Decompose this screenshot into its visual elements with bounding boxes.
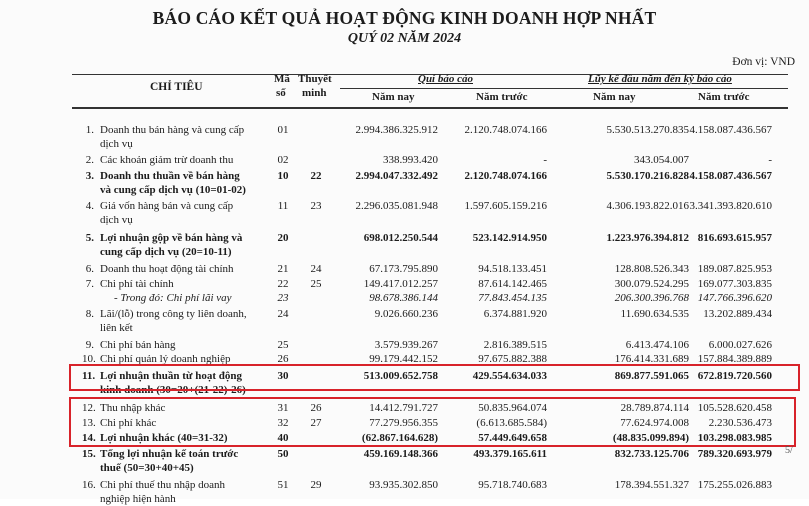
row-label: Tổng lợi nhuận kế toán trước xyxy=(100,448,239,460)
row-number: 2. xyxy=(85,154,94,166)
row-quarter-last-year: - xyxy=(543,154,547,166)
row-quarter-this-year: 698.012.250.544 xyxy=(363,232,438,244)
row-label-cont: cung cấp dịch vụ (20=10-11) xyxy=(100,246,232,258)
header-note-1: Thuyết xyxy=(298,73,332,85)
row-quarter-this-year: 459.169.148.366 xyxy=(363,448,438,460)
row-code: 24 xyxy=(277,308,289,320)
row-code: 23 xyxy=(277,292,289,304)
row-label: Giá vốn hàng bán và cung cấp xyxy=(100,200,234,212)
row-ytd-last-year: 169.077.303.835 xyxy=(697,278,772,290)
row-quarter-this-year: 338.993.420 xyxy=(383,154,438,166)
row-code: 11 xyxy=(277,200,289,212)
row-code: 22 xyxy=(277,278,289,290)
row-label: Thu nhập khác xyxy=(100,402,166,414)
row-label-cont: và cung cấp dịch vụ (10=01-02) xyxy=(100,184,246,196)
row-ytd-this-year: 5.530.513.270.835 xyxy=(606,124,689,136)
row-ytd-this-year: 128.808.526.343 xyxy=(614,263,689,275)
row-number: 12. xyxy=(82,402,96,414)
table-row xyxy=(0,262,809,276)
row-code: 50 xyxy=(277,448,289,460)
row-number: 10. xyxy=(82,353,96,365)
row-quarter-last-year: 57.449.649.658 xyxy=(478,432,547,444)
row-quarter-this-year: 2.994.386.325.912 xyxy=(355,124,438,136)
row-quarter-this-year: 14.412.791.727 xyxy=(369,402,438,414)
row-ytd-this-year: 343.054.007 xyxy=(634,154,689,166)
row-label-cont: liên kết xyxy=(100,322,133,334)
row-label: Chi phí quản lý doanh nghiệp xyxy=(100,353,231,365)
row-ytd-last-year: 6.000.027.626 xyxy=(708,339,772,351)
row-quarter-last-year: 87.614.142.465 xyxy=(478,278,547,290)
row-label-cont: nghiệp hiện hành xyxy=(100,493,176,505)
row-quarter-this-year: 3.579.939.267 xyxy=(374,339,438,351)
row-number: 6. xyxy=(85,263,94,275)
table-row xyxy=(0,231,809,245)
table-row xyxy=(0,447,809,461)
row-ytd-last-year: 672.819.720.560 xyxy=(697,370,772,382)
row-number: 11. xyxy=(82,370,96,382)
header-bottom-rule xyxy=(72,107,788,109)
row-note: 24 xyxy=(310,263,322,275)
row-code: 40 xyxy=(277,432,289,444)
row-label: Doanh thu thuần về bán hàng xyxy=(100,170,240,182)
header-quarter-this-year: Năm nay xyxy=(372,91,415,103)
row-ytd-last-year: 189.087.825.953 xyxy=(697,263,772,275)
row-label: Lợi nhuận gộp về bán hàng và xyxy=(100,232,243,244)
table-row xyxy=(0,123,809,137)
row-label: Lợi nhuận khác (40=31-32) xyxy=(100,432,228,444)
row-code: 21 xyxy=(277,263,289,275)
row-ytd-this-year: 300.079.524.295 xyxy=(614,278,689,290)
header-mid-rule xyxy=(340,88,788,89)
table-row xyxy=(0,478,809,492)
row-label-cont: dịch vụ xyxy=(100,214,133,226)
currency-unit: Đơn vị: VND xyxy=(732,56,795,68)
margin-mark: 5/ xyxy=(785,445,793,456)
row-code: 25 xyxy=(277,339,289,351)
row-number: 3. xyxy=(85,170,94,182)
row-ytd-this-year: 176.414.331.689 xyxy=(614,353,689,365)
row-ytd-last-year: 103.298.083.985 xyxy=(697,432,772,444)
row-ytd-this-year: 6.413.474.106 xyxy=(625,339,689,351)
header-code-2: số xyxy=(276,87,286,99)
row-label: Chi phí tài chính xyxy=(100,278,174,290)
row-note: 26 xyxy=(310,402,322,414)
header-ytd-last-year: Năm trước xyxy=(698,91,750,103)
row-ytd-this-year: 1.223.976.394.812 xyxy=(606,232,689,244)
report-title: BÁO CÁO KẾT QUẢ HOẠT ĐỘNG KINH DOANH HỢP NHẤT xyxy=(152,8,657,28)
row-label: Doanh thu bán hàng và cung cấp xyxy=(100,124,245,136)
row-ytd-last-year: 4.158.087.436.567 xyxy=(689,170,772,182)
row-quarter-last-year: 2.816.389.515 xyxy=(483,339,547,351)
row-quarter-this-year: 67.173.795.890 xyxy=(369,263,438,275)
row-quarter-this-year: 149.417.012.257 xyxy=(363,278,438,290)
row-ytd-last-year: 105.528.620.458 xyxy=(697,402,772,414)
row-number: 9. xyxy=(85,339,94,351)
row-quarter-last-year: 50.835.964.074 xyxy=(478,402,547,414)
row-quarter-last-year: 2.120.748.074.166 xyxy=(464,170,547,182)
table-row xyxy=(0,199,809,213)
header-indicator: CHỈ TIÊU xyxy=(150,81,203,93)
row-ytd-last-year: 13.202.889.434 xyxy=(703,308,772,320)
row-quarter-this-year: 2.296.035.081.948 xyxy=(355,200,438,212)
row-label-cont: thuế (50=30+40+45) xyxy=(100,462,194,474)
row-ytd-last-year: 789.320.693.979 xyxy=(697,448,772,460)
row-ytd-last-year: 147.766.396.620 xyxy=(697,292,772,304)
row-ytd-last-year: 4.158.087.436.567 xyxy=(689,124,772,136)
row-quarter-last-year: 94.518.133.451 xyxy=(478,263,547,275)
row-ytd-this-year: 869.877.591.065 xyxy=(614,370,689,382)
row-number: 1. xyxy=(85,124,94,136)
row-note: 25 xyxy=(310,278,322,290)
row-quarter-this-year: 9.026.660.236 xyxy=(374,308,438,320)
row-ytd-this-year: 5.530.170.216.828 xyxy=(606,170,689,182)
header-note-2: minh xyxy=(302,87,327,99)
row-label: Doanh thu hoạt động tài chính xyxy=(100,263,234,275)
row-note: 29 xyxy=(310,479,322,491)
row-note: 27 xyxy=(310,417,322,429)
row-ytd-last-year: 157.884.389.889 xyxy=(697,353,772,365)
table-row xyxy=(0,307,809,321)
row-quarter-last-year: 1.597.605.159.216 xyxy=(464,200,547,212)
row-ytd-this-year: 11.690.634.535 xyxy=(620,308,689,320)
row-number: 7. xyxy=(85,278,94,290)
row-ytd-last-year: 2.230.536.473 xyxy=(708,417,772,429)
row-number: 16. xyxy=(82,479,96,491)
row-ytd-last-year: - xyxy=(768,154,772,166)
row-code: 10 xyxy=(277,170,289,182)
row-label: Lợi nhuận thuần từ hoạt động xyxy=(100,370,243,382)
row-quarter-last-year: 429.554.634.033 xyxy=(472,370,547,382)
row-label-cont: dịch vụ xyxy=(100,138,133,150)
header-quarter: Quí báo cáo xyxy=(418,73,473,85)
row-note: 23 xyxy=(310,200,322,212)
row-number: 8. xyxy=(85,308,94,320)
row-code: 32 xyxy=(277,417,289,429)
row-number: 5. xyxy=(85,232,94,244)
row-quarter-this-year: 77.279.956.355 xyxy=(369,417,438,429)
row-quarter-last-year: 97.675.882.388 xyxy=(478,353,547,365)
row-ytd-last-year: 3.341.393.820.610 xyxy=(689,200,772,212)
row-quarter-this-year: 98.678.386.144 xyxy=(369,292,438,304)
row-quarter-this-year: 99.179.442.152 xyxy=(369,353,438,365)
row-code: 26 xyxy=(277,353,289,365)
highlight-box-other-profit xyxy=(69,397,796,447)
row-ytd-last-year: 175.255.026.883 xyxy=(697,479,772,491)
table-row xyxy=(0,338,809,352)
table-row xyxy=(0,291,809,305)
row-ytd-this-year: (48.835.099.894) xyxy=(612,432,689,444)
row-number: 14. xyxy=(82,432,96,444)
row-number: 13. xyxy=(82,417,96,429)
row-ytd-this-year: 832.733.125.706 xyxy=(614,448,689,460)
row-quarter-last-year: 493.379.165.611 xyxy=(473,448,547,460)
row-ytd-last-year: 816.693.615.957 xyxy=(697,232,772,244)
row-quarter-last-year: 95.718.740.683 xyxy=(478,479,547,491)
table-row xyxy=(0,169,809,183)
row-label: Các khoản giảm trừ doanh thu xyxy=(100,154,234,166)
row-ytd-this-year: 28.789.874.114 xyxy=(620,402,689,414)
row-quarter-last-year: 6.374.881.920 xyxy=(483,308,547,320)
report-subtitle: QUÝ 02 NĂM 2024 xyxy=(347,31,462,46)
row-code: 02 xyxy=(277,154,289,166)
row-quarter-this-year: (62.867.164.628) xyxy=(361,432,438,444)
row-quarter-this-year: 93.935.302.850 xyxy=(369,479,438,491)
row-quarter-last-year: 2.120.748.074.166 xyxy=(464,124,547,136)
row-ytd-this-year: 206.300.396.768 xyxy=(614,292,689,304)
row-ytd-this-year: 4.306.193.822.016 xyxy=(606,200,689,212)
row-label: Chi phí bán hàng xyxy=(100,339,176,351)
row-label: - Trong đó: Chi phí lãi vay xyxy=(114,292,232,304)
row-label: Lãi/(lỗ) trong công ty liên doanh, xyxy=(100,308,247,320)
header-ytd-this-year: Năm nay xyxy=(593,91,636,103)
row-number: 4. xyxy=(85,200,94,212)
row-code: 31 xyxy=(277,402,289,414)
header-code-1: Mã xyxy=(274,73,290,85)
row-code: 30 xyxy=(277,370,289,382)
row-code: 20 xyxy=(277,232,289,244)
row-quarter-last-year: 77.843.454.135 xyxy=(478,292,547,304)
row-note: 22 xyxy=(310,170,322,182)
row-ytd-this-year: 77.624.974.008 xyxy=(620,417,689,429)
row-label-cont: kinh doanh (30=20+(21-22)-26) xyxy=(100,384,246,396)
row-ytd-this-year: 178.394.551.327 xyxy=(614,479,689,491)
row-quarter-this-year: 513.009.652.758 xyxy=(363,370,438,382)
header-quarter-last-year: Năm trước xyxy=(476,91,528,103)
table-row xyxy=(0,277,809,291)
row-number: 15. xyxy=(82,448,96,460)
row-quarter-last-year: 523.142.914.950 xyxy=(472,232,547,244)
row-code: 01 xyxy=(277,124,289,136)
row-label: Chi phí khác xyxy=(100,417,157,429)
highlight-box-operating-profit xyxy=(69,364,800,391)
row-code: 51 xyxy=(277,479,289,491)
header-ytd: Lũy kế đầu năm đến kỳ báo cáo xyxy=(588,73,732,85)
row-label: Chi phí thuế thu nhập doanh xyxy=(100,479,225,491)
row-quarter-this-year: 2.994.047.332.492 xyxy=(355,170,438,182)
row-quarter-last-year: (6.613.685.584) xyxy=(476,417,547,429)
table-row xyxy=(0,153,809,167)
